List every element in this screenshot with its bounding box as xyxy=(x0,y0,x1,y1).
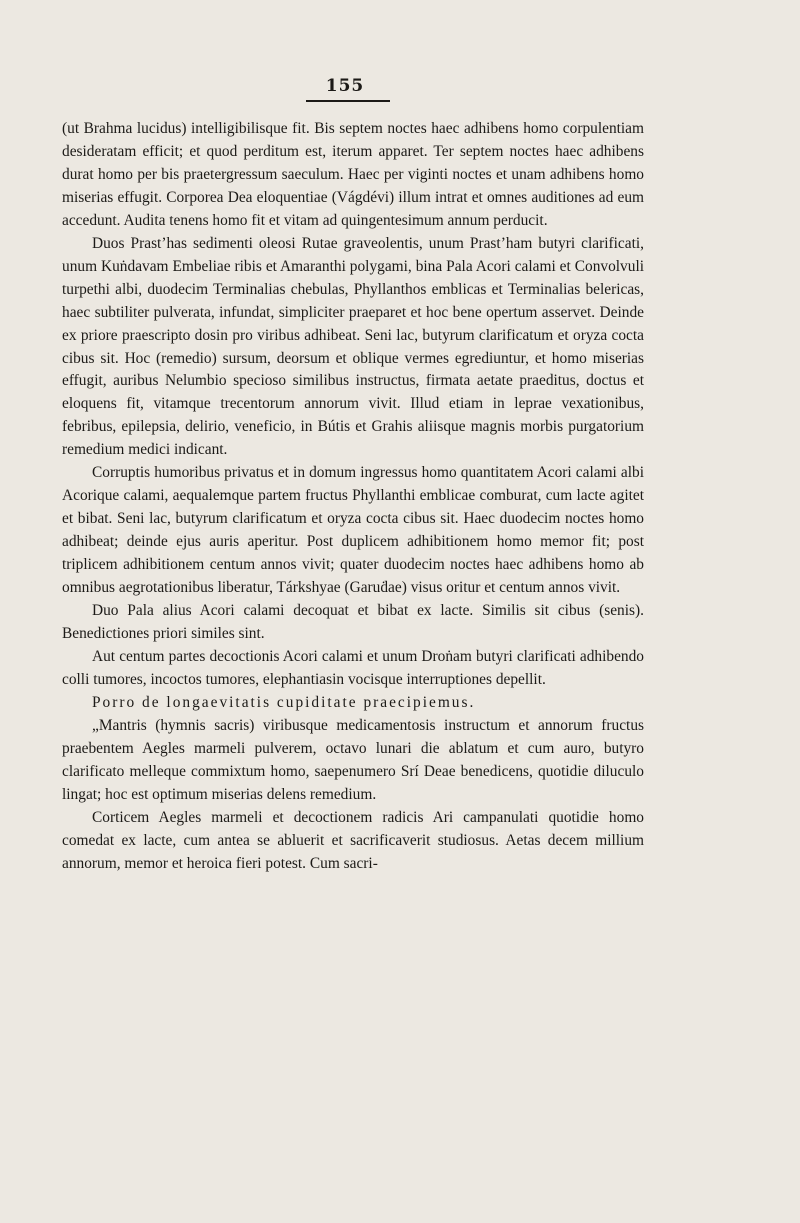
paragraph-5: Aut centum partes decoctionis Acori calami et unum Droṅam butyri clarificati adhibendo colli tumores, incoctos tumores, elephantiasin vocisque interruptiones depellit. xyxy=(62,647,644,688)
paragraph-3: Corruptis humoribus privatus et in domum ingressus homo quantitatem Acori calami albi Acorique calami, aequalemque partem fructus Phyllanthi emblicae comburat, cum lacte agitet et bibat. Seni lac, butyrum clarificatum et oryza cocta cibus sit. Haec duodecim noctes homo adhibeat; deinde ejus auris aperitur. Post duplicem adhibitionem homo memor fit; post triplicem adhibitionem centum annos vivit; quater duodecim noctes haec adhibens homo ab omnibus aegrotationibus liberatur, Tárkshyae (Garuḋae) visus oritur et centum annos vivit. xyxy=(62,464,644,597)
paragraph-1: (ut Brahma lucidus) intelligibilisque fit. Bis septem noctes haec adhibens homo corpulentiam desideratam efficit; et quod perditum est, iterum apparet. Ter septem noctes haec adhibens durat homo per bis praetergressum saeculum. Haec per viginti noctes et unam adhibens homo miserias effugit. Corporea Dea eloquentiae (Vágdévi) illum intrat et omnes auditiones ad eum accedunt. Audita tenens homo fit et vitam ad quingentesimum annum perducit. xyxy=(62,120,644,229)
page-number: 155 xyxy=(325,76,365,96)
paragraph-4: Duo Pala alius Acori calami decoquat et bibat ex lacte. Similis sit cibus (senis). Benedictiones priori similes sint. xyxy=(62,602,644,642)
paragraph-8: Corticem Aegles marmeli et decoctionem radicis Ari campanulati quotidie homo comedat ex lacte, cum antea se abluerit et sacrificaverit studiosus. Aetas decem millium annorum, memor et heroica fieri potest. Cum sacri- xyxy=(62,808,644,872)
paragraph-7: „Mantris (hymnis sacris) viribusque medicamentosis instructum et annorum fructus praebentem Aegles marmeli pulverem, octavo lunari die ablatum et cum auro, butyro clarificato melleque commixtum homo, saepenumero Srí Deae benedicens, quotidie diluculo lingat; hoc est optimum miserias delens remedium. xyxy=(62,716,644,803)
body-text xyxy=(62,118,644,875)
paragraph-6-heading: Porro de longaevitatis cupiditate praecipiemus. xyxy=(92,693,476,711)
paragraph-2: Duos Prast’has sedimenti oleosi Rutae graveolentis, unum Prast’ham butyri clarificati, unum Kuṅdavam Embeliae ribis et Amaranthi polygami, bina Pala Acori calami et Convolvuli turpethi albi, duodecim Terminalias chebulas, Phyllanthos emblicas et Terminalias belericas, haec subtiliter pulverata, infundat, simpliciter praeparet et hoc bene opertum asservet. Deinde ex priore praescripto dosin pro viribus adhibeat. Seni lac, butyrum clarificatum et oryza cocta cibus sit. Hoc (remedio) sursum, deorsum et oblique vermes egrediuntur, et homo miserias effugit, auribus Nelumbio specioso similibus instructus, firmata aetate praeditus, doctus et eloquens fit, vitamque trecentorum annorum vivit. Illud etiam in leprae vexationibus, febribus, epilepsia, delirio, veneficio, in Bútis et Grahis aliisque magnis morbis purgatorium remedium medici indicant. xyxy=(62,234,644,459)
page-number-underline xyxy=(306,100,390,102)
